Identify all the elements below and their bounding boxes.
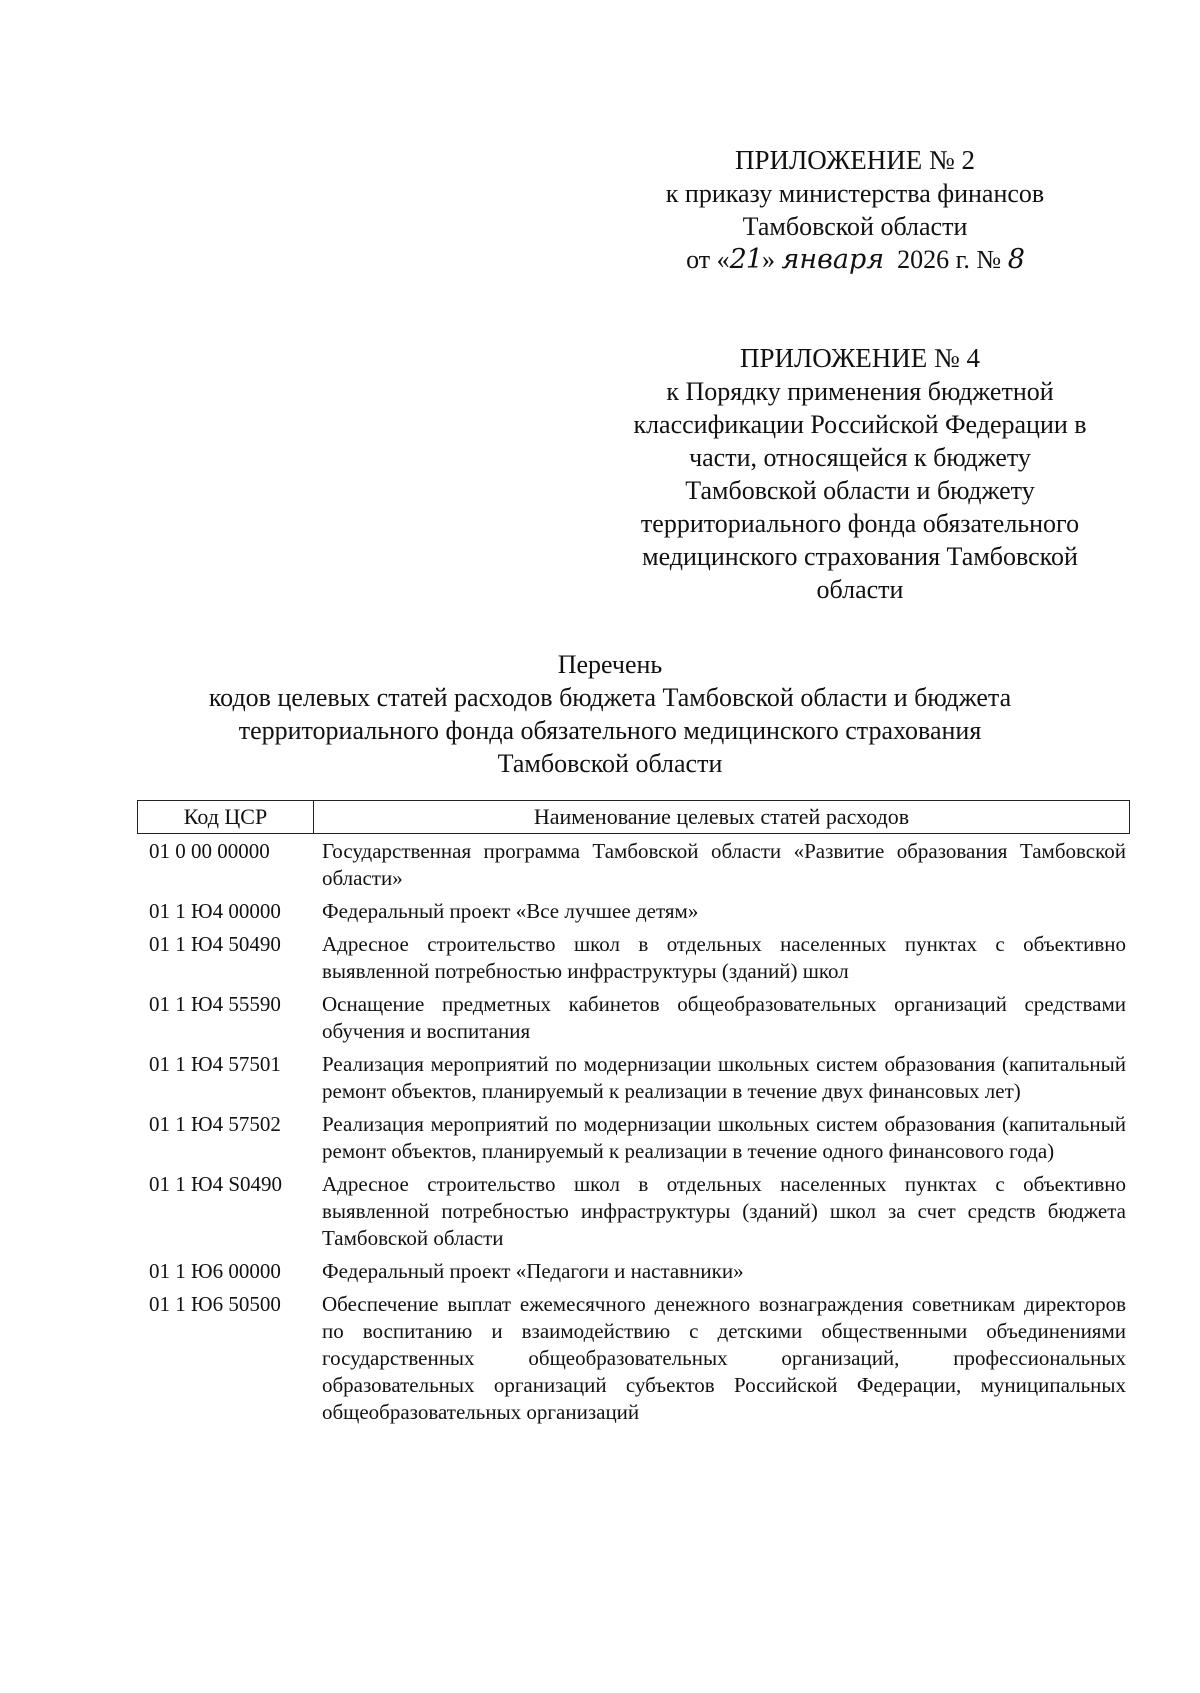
appendix-4-line: Тамбовской области и бюджету — [685, 476, 1035, 505]
appendix-4-line: части, относящейся к бюджету — [689, 443, 1031, 472]
row-code: 01 0 00 00000 — [149, 839, 270, 863]
row-code: 01 1 Ю4 55590 — [149, 992, 281, 1016]
row-name: Адресное строительство школ в отдельных населенных пунктах с объективно выявленной потребностью инфраструктуры (зданий) школ — [322, 932, 1126, 983]
date-prefix: от « — [686, 245, 730, 274]
header-code: Код ЦСР — [138, 801, 314, 833]
date-number-handwritten: 8 — [1007, 244, 1024, 275]
header-name: Наименование целевых статей расходов — [533, 804, 910, 829]
codes-table — [137, 800, 1130, 1432]
row-code: 01 1 Ю6 50500 — [149, 1292, 281, 1316]
appendix-2-line-1: к приказу министерства финансов — [665, 179, 1045, 208]
appendix-2-block — [585, 144, 1125, 276]
table-row — [137, 1051, 1130, 1105]
appendix-4-line: территориального фонда обязательного — [640, 509, 1080, 538]
date-mid: » — [762, 245, 775, 274]
row-name: Обеспечение выплат ежемесячного денежного вознаграждения советникам директоров по воспитанию и взаимодействию с детскими общественными объединениями государственных общеобразовательных организаций, профессиональных образовательных организаций субъектов Российской Федерации, муниципальных общеобразовательных организаций — [322, 1292, 1126, 1424]
appendix-4-line: к Порядку применения бюджетной — [666, 377, 1054, 406]
row-name: Оснащение предметных кабинетов общеобразовательных организаций средствами обучения и воспитания — [322, 992, 1126, 1043]
row-code: 01 1 Ю4 S0490 — [149, 1172, 283, 1196]
row-name: Адресное строительство школ в отдельных населенных пунктах с объективно выявленной потребностью инфраструктуры (зданий) школ за счет средств бюджета Тамбовской области — [322, 1172, 1126, 1250]
appendix-4-line: классификации Российской Федерации в — [633, 410, 1087, 439]
table-row — [137, 1111, 1130, 1165]
appendix-2-line-2: Тамбовской области — [742, 212, 968, 241]
table-row — [137, 1258, 1130, 1285]
table-row — [137, 931, 1130, 985]
table-row — [137, 1291, 1130, 1426]
row-code: 01 1 Ю4 57501 — [149, 1052, 281, 1076]
date-year: 2026 г. № — [897, 245, 1002, 274]
row-code: 01 1 Ю6 00000 — [149, 1259, 281, 1283]
appendix-4-title: ПРИЛОЖЕНИЕ № 4 — [739, 343, 981, 373]
appendix-4-line: медицинского страхования Тамбовской — [642, 542, 1078, 571]
appendix-4-line: области — [816, 575, 904, 604]
appendix-4-block — [580, 342, 1140, 606]
heading-line: Перечень — [557, 650, 663, 679]
heading-line: территориального фонда обязательного медицинского страхования — [238, 716, 982, 745]
row-name: Федеральный проект «Все лучшее детям» — [322, 899, 699, 923]
row-name: Реализация мероприятий по модернизации школьных систем образования (капитальный ремонт объектов, планируемый к реализации в течение двух финансовых лет) — [322, 1052, 1126, 1103]
table-body — [137, 838, 1130, 1426]
row-code: 01 1 Ю4 57502 — [149, 1112, 281, 1136]
heading-line: кодов целевых статей расходов бюджета Тамбовской области и бюджета — [208, 683, 1012, 712]
heading-line: Тамбовской области — [497, 749, 723, 778]
row-code: 01 1 Ю4 50490 — [149, 932, 281, 956]
table-header — [137, 800, 1130, 834]
row-name: Реализация мероприятий по модернизации школьных систем образования (капитальный ремонт объектов, планируемый к реализации в течение одного финансового года) — [322, 1112, 1126, 1163]
row-name: Федеральный проект «Педагоги и наставники» — [322, 1259, 744, 1283]
appendix-2-date-line — [585, 243, 1125, 276]
document-heading — [130, 648, 1090, 780]
appendix-2-title: ПРИЛОЖЕНИЕ № 2 — [734, 145, 976, 175]
date-month-handwritten: января — [781, 244, 885, 275]
table-row — [137, 838, 1130, 892]
row-code: 01 1 Ю4 00000 — [149, 899, 281, 923]
table-row — [137, 898, 1130, 925]
table-row — [137, 991, 1130, 1045]
date-day-handwritten: 21 — [729, 244, 762, 275]
table-row — [137, 1171, 1130, 1252]
row-name: Государственная программа Тамбовской области «Развитие образования Тамбовской области» — [322, 839, 1126, 890]
